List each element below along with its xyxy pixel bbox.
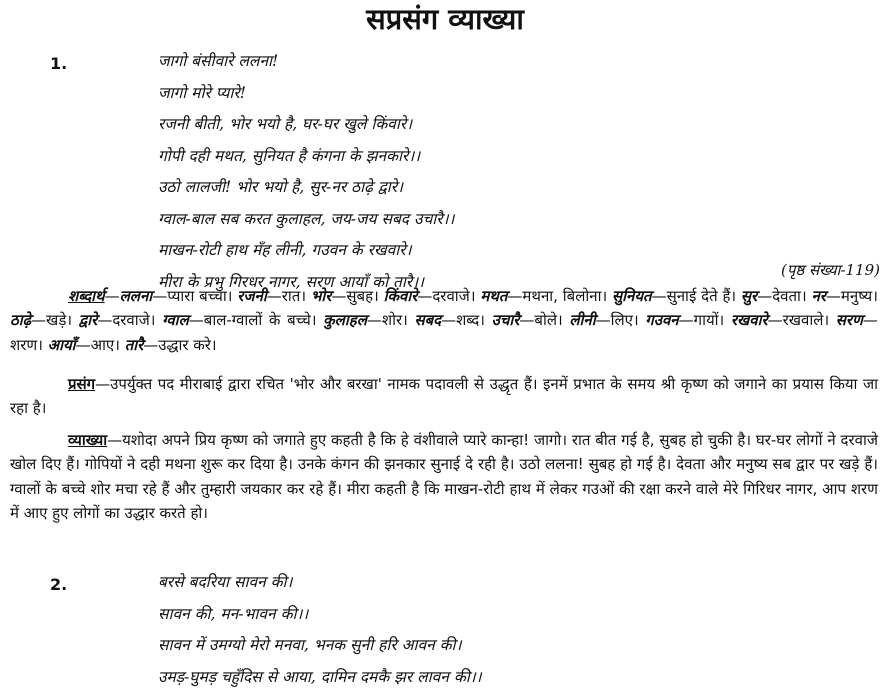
glossary-term: लीनी <box>569 311 595 329</box>
section-number-1: 1. <box>50 54 67 74</box>
glossary-meaning: शरण <box>10 336 37 354</box>
verse-line: गोपी दही मथत, सुनियत है कंगना के झनकारे।। <box>158 144 454 176</box>
glossary-meaning: देवता <box>772 287 801 305</box>
glossary-meaning: उद्धार करे <box>158 336 211 354</box>
context-text: उपर्युक्त पद मीराबाई द्वारा रचित 'भोर और बरखा' नामक पदावली से उद्धृत हैं। इनमें प्रभात के समय श्री कृष्ण को जगाने का प्रयास किया जा रहा है। <box>10 375 878 417</box>
glossary-meaning: सुनाई देते हैं <box>667 287 731 305</box>
explanation-text: यशोदा अपने प्रिय कृष्ण को जगाते हुए कहती है कि हे वंशीवाले प्यारे कान्हा! जागो। रात बीत गई है, सुबह हो चुकी है। घर-घर लोगों ने दरवाजे खोल दिए हैं। गोपियों ने दही मथना शुरू कर दिया है। उनके कंगन की झनकार सुनाई दे रही है। उठो ललना! सुबह हो गई है। देवता और मनुष्य सब द्वार पर खड़े हैं। ग्वालों के बच्चे शोर मचा रहे हैं और तुम्हारी जयकार कर रहे हैं। मीरा कहती है कि माखन-रोटी हाथ में लेकर गउओं की रक्षा करने वाले मेरे गिरिधर नागर, आप शरण में आए हुए लोगों का उद्धार करते हो। <box>10 431 878 522</box>
page-reference: (पृष्ठ संख्या-119) <box>781 259 880 281</box>
context-paragraph: प्रसंग—उपर्युक्त पद मीराबाई द्वारा रचित 'भोर और बरखा' नामक पदावली से उद्धृत हैं। इनमें प्रभात के समय श्री कृष्ण को जगाने का प्रयास किया जा रहा है। <box>10 372 878 421</box>
glossary-term: सुनियत <box>612 287 652 305</box>
glossary-meaning: खड़े <box>46 311 66 329</box>
glossary-term: सरण <box>836 311 863 329</box>
glossary-term: आयाँ <box>48 336 76 354</box>
verse-line: उमड़-घुमड़ चहुँदिस से आया, दामिन दमकै झर लावन की।। <box>158 665 481 696</box>
context-label: प्रसंग <box>68 375 95 393</box>
verse-2 <box>158 570 481 696</box>
verse-line: सावन की, मन-भावन की।। <box>158 602 481 634</box>
glossary-meaning: मथना, बिलोना <box>522 287 601 305</box>
verse-1 <box>158 49 454 301</box>
glossary-meaning: दरवाजे <box>432 287 469 305</box>
verse-line: रजनी बीती, भोर भयो है, घर-घर खुले किंवारे। <box>158 112 454 144</box>
glossary-term: तारै <box>125 336 144 354</box>
section-number-2: 2. <box>50 575 67 595</box>
glossary-term: उचारै <box>492 311 520 329</box>
glossary-meaning: शोर <box>382 311 402 329</box>
glossary-term: कुलाहल <box>323 311 367 329</box>
glossary-label: शब्दार्थ <box>68 287 105 305</box>
glossary-meaning: बोले <box>534 311 557 329</box>
glossary-term: भोर <box>311 287 332 305</box>
glossary-paragraph: शब्दार्थ—ललना—प्यारा बच्चा। रजनी—रात। भोर—सुबह। किंवारे—दरवाजे। मथत—मथना, बिलोना। सुनियत—सुनाई देते हैं। सुर—देवता। नर—मनुष्य। ठाढ़े—खड़े। द्वारे—दरवाजे। ग्वाल—बाल-ग्वालों के बच्चे। कुलाहल—शोर। सबद—शब्द। उचारै—बोले। लीनी—लिए। गउवन—गायों। रखवारे—रखवाले। सरण—शरण। आयाँ—आए। तारै—उद्धार करे। <box>10 284 878 357</box>
glossary-term: गउवन <box>645 311 678 329</box>
glossary-meaning: आए <box>91 336 115 354</box>
verse-line: माखन-रोटी हाथ मँह लीनी, गउवन के रखवारे। <box>158 238 454 270</box>
glossary-term: ठाढ़े <box>10 311 31 329</box>
glossary-meaning: प्यारा बच्चा <box>167 287 227 305</box>
glossary-meaning: दरवाजे <box>112 311 149 329</box>
glossary-term: मथत <box>480 287 507 305</box>
glossary-term: रजनी <box>237 287 266 305</box>
glossary-term: रखवारे <box>731 311 768 329</box>
glossary-term: ग्वाल <box>162 311 189 329</box>
explanation-label: व्याख्या <box>68 431 107 449</box>
verse-line: जागो मोरे प्यारे! <box>158 81 454 113</box>
glossary-term: सुर <box>741 287 757 305</box>
glossary-term: द्वारे <box>79 311 98 329</box>
glossary-meaning: रखवाले <box>783 311 824 329</box>
glossary-meaning: मनुष्य <box>841 287 872 305</box>
glossary-meaning: सुबह <box>346 287 373 305</box>
verse-line: उठो लालजी! भोर भयो है, सुर-नर ठाढ़े द्वारे। <box>158 175 454 207</box>
glossary-meaning: बाल-ग्वालों के बच्चे <box>204 311 311 329</box>
verse-line: सावन में उमग्यो मेरो मनवा, भनक सुनी हरि आवन की। <box>158 633 481 665</box>
glossary-term: सबद <box>414 311 441 329</box>
glossary-meaning: शब्द <box>456 311 479 329</box>
page-title: सप्रसंग व्याख्या <box>0 2 890 36</box>
glossary-meaning: गायों <box>694 311 719 329</box>
glossary-term: ललना <box>120 287 153 305</box>
glossary-meaning: रात <box>282 287 301 305</box>
glossary-term: किंवारे <box>384 287 418 305</box>
glossary-meaning: लिए <box>611 311 633 329</box>
verse-line: बरसे बदरिया सावन की। <box>158 570 481 602</box>
verse-line: जागो बंसीवारे ललना! <box>158 49 454 81</box>
verse-line: मीरा के प्रभु गिरधर नागर, सरण आयाँ को तारै।। <box>158 270 454 302</box>
glossary-term: नर <box>811 287 825 305</box>
explanation-paragraph: व्याख्या—यशोदा अपने प्रिय कृष्ण को जगाते हुए कहती है कि हे वंशीवाले प्यारे कान्हा! जागो। रात बीत गई है, सुबह हो चुकी है। घर-घर लोगों ने दरवाजे खोल दिए हैं। गोपियों ने दही मथना शुरू कर दिया है। उनके कंगन की झनकार सुनाई दे रही है। उठो ललना! सुबह हो गई है। देवता और मनुष्य सब द्वार पर खड़े हैं। ग्वालों के बच्चे शोर मचा रहे हैं और तुम्हारी जयकार कर रहे हैं। मीरा कहती है कि माखन-रोटी हाथ में लेकर गउओं की रक्षा करने वाले मेरे गिरिधर नागर, आप शरण में आए हुए लोगों का उद्धार करते हो। <box>10 428 878 525</box>
verse-line: ग्वाल-बाल सब करत कुलाहल, जय-जय सबद उचारै।। <box>158 207 454 239</box>
